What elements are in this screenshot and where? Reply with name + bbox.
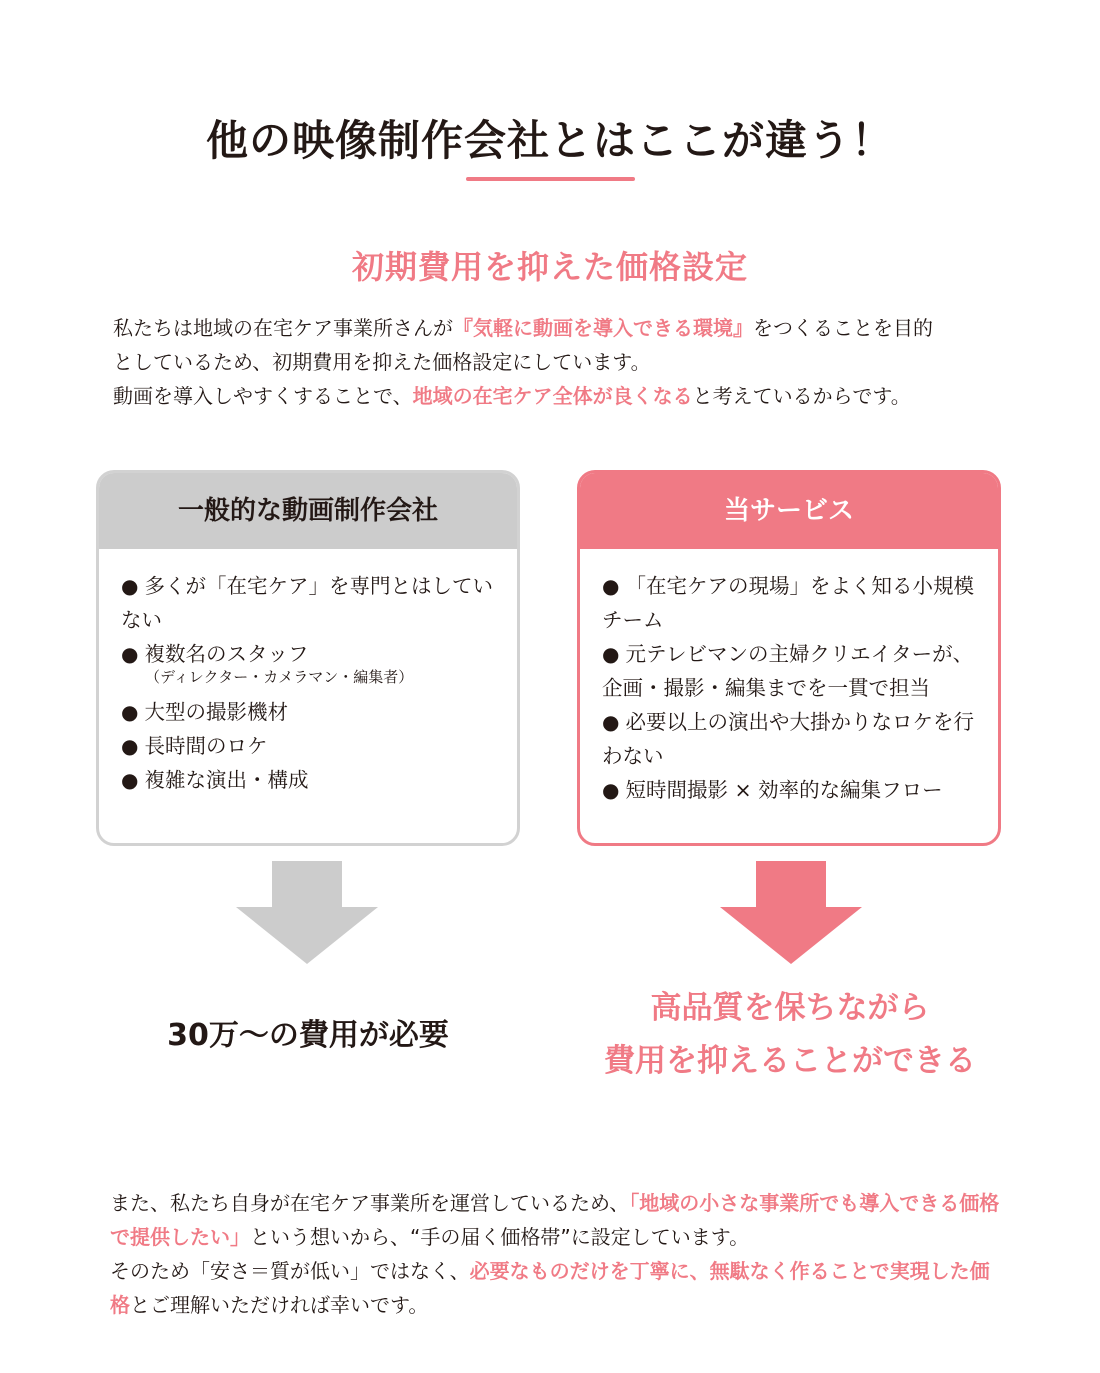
- list-item: ● 「在宅ケアの現場」をよく知る小規模チーム: [602, 574, 974, 632]
- bullet-icon: ●: [602, 710, 620, 734]
- intro-line-3: 動画を導入しやすくすることで、地域の在宅ケア全体が良くなると考えているからです。: [113, 384, 911, 408]
- bullet-icon: ●: [121, 768, 139, 792]
- bullet-icon: ●: [602, 642, 620, 666]
- list-item: ● 必要以上の演出や大掛かりなロケを行わない: [602, 710, 974, 768]
- bullet-icon: ●: [121, 574, 139, 598]
- bullet-icon: ●: [121, 700, 139, 724]
- general-company-heading: 一般的な動画制作会社: [99, 473, 517, 549]
- list-item: ● 短時間撮影 × 効率的な編集フロー: [602, 778, 943, 802]
- our-service-list: [580, 549, 998, 807]
- general-company-result: 30万～の費用が必要: [167, 1018, 449, 1053]
- list-item: ● 多くが「在宅ケア」を専門とはしていない: [121, 574, 493, 632]
- closing-highlight-2: 必要なものだけを丁寧に、無駄なく作ることで実現した価格: [110, 1259, 990, 1317]
- pink-arrow-down-icon: [720, 861, 862, 964]
- gray-arrow-down-icon: [236, 861, 378, 964]
- list-item: ● 大型の撮影機材: [121, 700, 288, 724]
- list-item: ● 複数名のスタッフ （ディレクター・カメラマン・編集者）: [121, 637, 495, 687]
- intro-highlight-2: 地域の在宅ケア全体が良くなる: [412, 384, 693, 408]
- our-service-card: [577, 470, 1001, 846]
- bullet-icon: ●: [602, 574, 620, 598]
- closing-paragraph-1: また、私たち自身が在宅ケア事業所を運営しているため、「地域の小さな事業所でも導入できる価格で提供したい」という想いから、“手の届く価格帯”に設定しています。: [110, 1191, 1000, 1249]
- list-item: ● 元テレビマンの主婦クリエイターが、企画・撮影・編集までを一貫で担当: [602, 642, 974, 700]
- staff-note: （ディレクター・カメラマン・編集者）: [145, 668, 414, 686]
- bullet-icon: ●: [602, 778, 620, 802]
- intro-line-1: 私たちは地域の在宅ケア事業所さんが『気軽に動画を導入できる環境』をつくることを目的: [113, 316, 933, 340]
- closing-paragraph-2: そのため「安さ＝質が低い」ではなく、必要なものだけを丁寧に、無駄なく作ることで実現した価格とご理解いただければ幸いです。: [110, 1259, 990, 1317]
- bullet-icon: ●: [121, 642, 139, 666]
- list-item: ● 長時間のロケ: [121, 734, 268, 758]
- page-title: 他の映像制作会社とはここが違う！: [205, 116, 894, 165]
- bullet-icon: ●: [121, 734, 139, 758]
- our-service-heading: 当サービス: [580, 473, 998, 549]
- list-item: ● 複雑な演出・構成: [121, 768, 309, 792]
- title-underline: [466, 177, 635, 181]
- closing-text: [110, 1186, 1000, 1322]
- intro-text: [113, 311, 1013, 413]
- intro-line-2: としているため、初期費用を抑えた価格設定にしています。: [113, 350, 651, 374]
- general-company-list: [99, 549, 517, 797]
- our-service-result: 高品質を保ちながら 費用を抑えることができる: [604, 990, 976, 1079]
- closing-highlight-1: 「地域の小さな事業所でも導入できる価格で提供したい」: [110, 1191, 1000, 1249]
- section-subtitle: 初期費用を抑えた価格設定: [351, 248, 748, 286]
- general-company-card: [96, 470, 520, 846]
- intro-highlight-1: 『気軽に動画を導入できる環境』: [453, 316, 753, 340]
